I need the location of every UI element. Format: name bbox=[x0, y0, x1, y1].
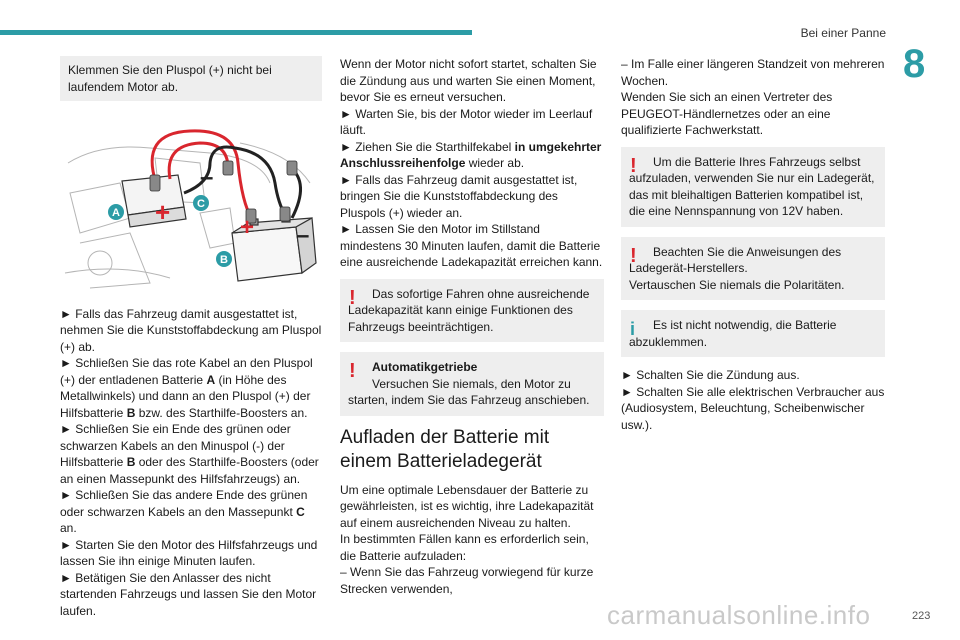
minus-sign-2: – bbox=[296, 222, 310, 249]
step-2: ► Schließen Sie das rote Kabel an den Pluspol (+) der entladenen Batterie A (in Höhe des Metallwinkels) und dann an den Pluspol (+) der Hilfsbatterie B bzw. des Starthilfe-Boosters an. bbox=[60, 356, 313, 420]
info-icon: i bbox=[630, 319, 636, 339]
paragraph: – Wenn Sie das Fahrzeug vorwiegend für kurze Strecken verwenden, bbox=[340, 565, 594, 596]
paragraph: Wenden Sie sich an einen Vertreter des PEUGEOT-Händlernetzes oder an eine qualifizierte Fachwerkstatt. bbox=[621, 90, 833, 137]
step-1: ► Falls das Fahrzeug damit ausgestattet ist, nehmen Sie die Kunststoffabdeckung am Pluspol (+) ab. bbox=[60, 306, 322, 354]
chapter-number: 8 bbox=[903, 42, 926, 86]
column-1 bbox=[60, 56, 322, 619]
watermark: carmanualsonline.info bbox=[607, 600, 871, 630]
callout-a-label: A bbox=[112, 207, 120, 219]
warning-box: ! Das sofortige Fahren ohne ausreichende Ladekapazität kann einige Funktionen des Fahrzeugs beeinträchtigen. bbox=[340, 279, 604, 343]
paragraph: Wenn der Motor nicht sofort startet, schalten Sie die Zündung aus und warten Sie einen Moment, bevor Sie es erneut versuchen. bbox=[340, 57, 597, 104]
step: ► Falls das Fahrzeug damit ausgestattet ist, bringen Sie die Kunststoffabdeckung des Pluspols (+) wieder an. bbox=[340, 172, 578, 220]
note-box bbox=[60, 56, 322, 101]
warning-box: ! Um die Batterie Ihres Fahrzeugs selbst aufzuladen, verwenden Sie nur ein Ladegerät, das mit bleihaltigen Batterien kompatibel ist, die eine Nennspannung von 12V haben. bbox=[621, 147, 885, 227]
column-3 bbox=[621, 56, 885, 433]
step: ► Schalten Sie die Zündung aus. bbox=[621, 368, 800, 382]
exclamation-icon: ! bbox=[349, 360, 356, 382]
exclamation-icon: ! bbox=[349, 286, 356, 309]
callout-c-label: C bbox=[197, 198, 205, 210]
step-3: ► Schließen Sie ein Ende des grünen oder schwarzen Kabels an den Minuspol (-) der Hilfsbatterie B oder des Starthilfe-Boosters (oder an einen Massepunkt des Hilfsfahrzeugs) an. bbox=[60, 422, 319, 486]
callout-b-label: B bbox=[220, 254, 228, 266]
note-text: Klemmen Sie den Pluspol (+) nicht bei laufendem Motor ab. bbox=[68, 63, 272, 94]
warning-box: ! Beachten Sie die Anweisungen des Ladegerät-Herstellers. Vertauschen Sie niemals die Polaritäten. bbox=[621, 237, 885, 301]
warning-box: ! Automatikgetriebe Versuchen Sie niemals, den Motor zu starten, indem Sie das Fahrzeug anschieben. bbox=[340, 352, 604, 416]
paragraph: In bestimmten Fällen kann es erforderlich sein, die Batterie aufzuladen: bbox=[340, 532, 589, 563]
exclamation-icon: ! bbox=[630, 154, 637, 177]
step-6: ► Betätigen Sie den Anlasser des nicht startenden Fahrzeugs und lassen Sie den Motor laufen. bbox=[60, 570, 317, 618]
plus-sign-b: + bbox=[240, 214, 255, 241]
section-heading: Aufladen der Batterie mit einem Batterieladegerät bbox=[340, 426, 550, 472]
header-accent-bar bbox=[0, 30, 472, 35]
paragraph: – Im Falle einer längeren Standzeit von mehreren Wochen. bbox=[621, 57, 885, 88]
step: ► Warten Sie, bis der Motor wieder im Leerlauf läuft. bbox=[340, 106, 593, 137]
step: ► Ziehen Sie die Starthilfekabel in umgekehrter Anschlussreihenfolge wieder ab. bbox=[340, 139, 602, 170]
step-5: ► Starten Sie den Motor des Hilfsfahrzeugs und lassen Sie ihn einige Minuten laufen. bbox=[60, 537, 318, 568]
plus-sign-a: + bbox=[155, 197, 171, 227]
minus-sign-1: – bbox=[200, 164, 214, 191]
info-box: i Es ist nicht notwendig, die Batterie abzuklemmen. bbox=[621, 310, 885, 357]
page-number: 223 bbox=[912, 610, 931, 622]
exclamation-icon: ! bbox=[630, 244, 637, 267]
step: ► Schalten Sie alle elektrischen Verbraucher aus (Audiosystem, Beleuchtung, Scheibenwischer usw.). bbox=[621, 384, 885, 432]
column-2 bbox=[340, 56, 604, 597]
step-4: ► Schließen Sie das andere Ende des grünen oder schwarzen Kabels an den Massepunkt C an. bbox=[60, 488, 308, 535]
paragraph: Um eine optimale Lebensdauer der Batterie zu gewährleisten, ist es wichtig, ihre Ladekapazität auf einem ausreichenden Niveau zu halten. bbox=[340, 482, 594, 530]
section-title: Bei einer Panne bbox=[800, 26, 886, 40]
step: ► Lassen Sie den Motor im Stillstand mindestens 30 Minuten laufen, damit die Batterie eine ausreichende Ladekapazität erreichen kann. bbox=[340, 222, 603, 269]
jump-start-illustration bbox=[60, 123, 322, 291]
